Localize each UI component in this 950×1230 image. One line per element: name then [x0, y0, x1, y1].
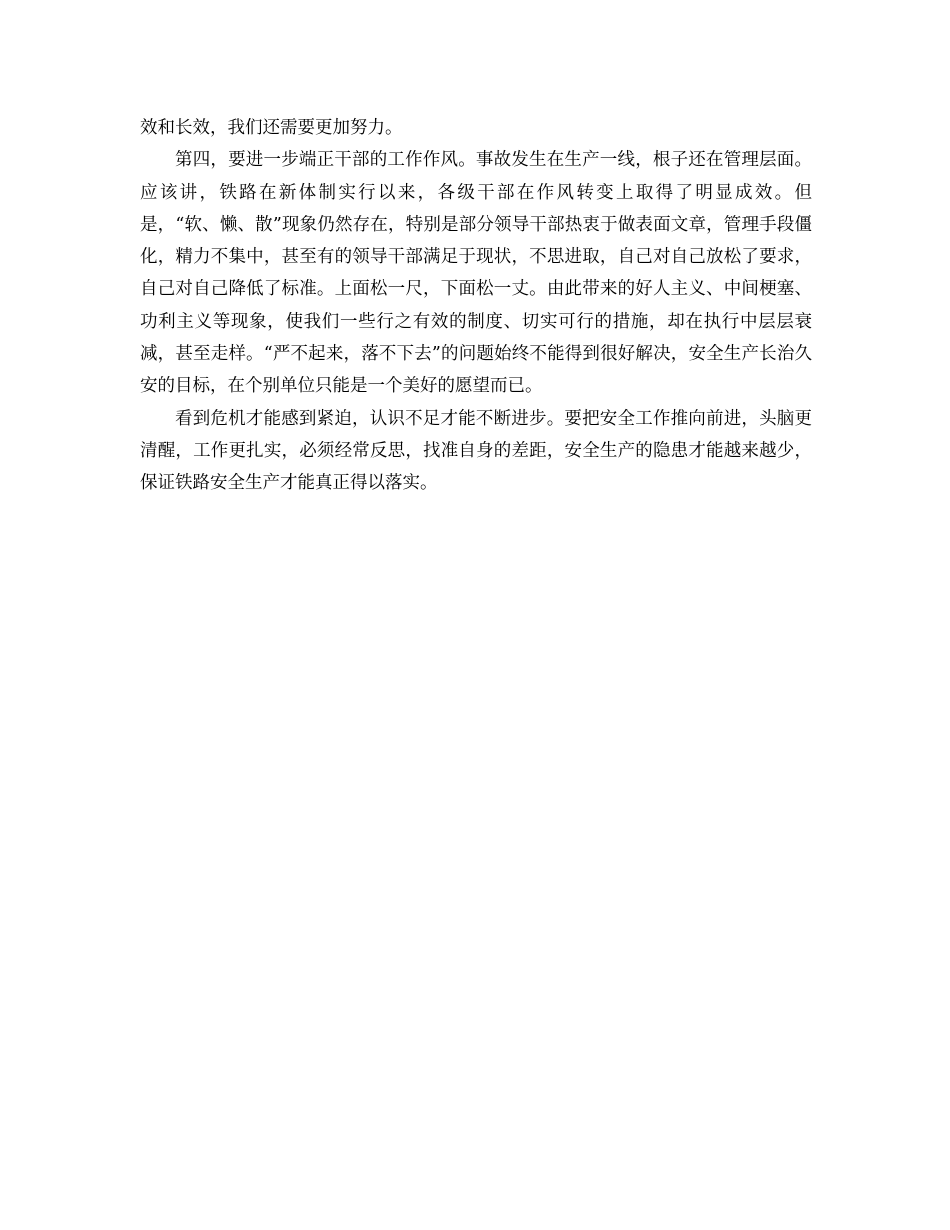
paragraph-work-style: 第四，要进一步端正干部的工作作风。事故发生在生产一线，根子还在管理层面。应该讲，铁路在新体制实行以来，各级干部在作风转变上取得了明显成效。但是，“软、懒、散”现象仍然存在，特别是部分领导干部热衷于做表面文章，管理手段僵化，精力不集中，甚至有的领导干部满足于现状，不思进取，自己对自己放松了要求，自己对自己降低了标准。上面松一尺，下面松一丈。由此带来的好人主义、中间梗塞、功利主义等现象，使我们一些行之有效的制度、切实可行的措施，却在执行中层层衰减，甚至走样。“严不起来，落不下去”的问题始终不能得到很好解决，安全生产长治久安的目标，在个别单位只能是一个美好的愿望而已。 — [140, 150, 812, 397]
paragraph-conclusion: 看到危机才能感到紧迫，认识不足才能不断进步。要把安全工作推向前进，头脑更清醒，工作更扎实，必须经常反思，找准自身的差距，安全生产的隐患才能越来越少，保证铁路安全生产才能真正得以落实。 — [140, 408, 812, 494]
document-body — [140, 112, 812, 500]
paragraph-continued: 效和长效，我们还需要更加努力。 — [140, 118, 403, 138]
